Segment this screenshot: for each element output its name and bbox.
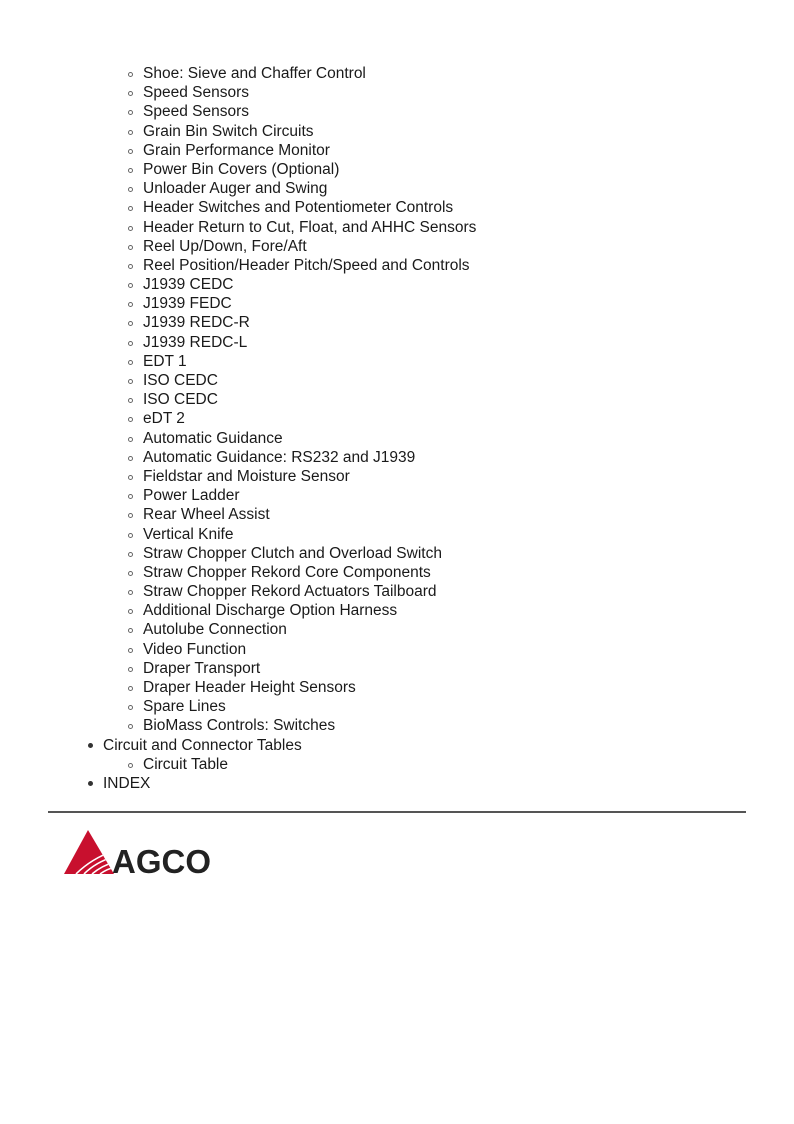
- toc-item-circuit-tables[interactable]: [0, 736, 794, 755]
- toc-sub-item-label: Speed Sensors: [143, 103, 249, 121]
- bullet-circle-icon: [128, 533, 133, 538]
- sub-list-circuit-tables: [0, 755, 794, 774]
- toc-sub-item[interactable]: [0, 429, 794, 448]
- bullet-circle-icon: [128, 149, 133, 154]
- bullet-circle-icon: [128, 628, 133, 633]
- toc-sub-item[interactable]: [0, 409, 794, 428]
- toc-sub-item[interactable]: [0, 678, 794, 697]
- toc-sub-item-label: J1939 REDC-R: [143, 314, 250, 332]
- toc-sub-item-label: Rear Wheel Assist: [143, 506, 270, 524]
- bullet-circle-icon: [128, 705, 133, 710]
- bullet-circle-icon: [128, 648, 133, 653]
- toc-sub-item[interactable]: [0, 755, 794, 774]
- bullet-circle-icon: [128, 302, 133, 307]
- toc-sub-item-label: Straw Chopper Rekord Actuators Tailboard: [143, 583, 437, 601]
- toc-sub-item-label: Unloader Auger and Swing: [143, 180, 328, 198]
- toc-item-index[interactable]: [0, 774, 794, 793]
- toc-sub-item[interactable]: [0, 640, 794, 659]
- bullet-circle-icon: [128, 475, 133, 480]
- toc-sub-item-label: J1939 REDC-L: [143, 333, 248, 351]
- sub-list-chapters: [0, 64, 794, 736]
- toc-sub-item[interactable]: [0, 620, 794, 639]
- toc-sub-item-label: Power Bin Covers (Optional): [143, 160, 340, 178]
- toc-sub-item-label: Draper Transport: [143, 659, 261, 677]
- toc-sub-item-label: Video Function: [143, 640, 247, 658]
- toc-sub-item[interactable]: [0, 467, 794, 486]
- toc-sub-item-label: Reel Up/Down, Fore/Aft: [143, 237, 307, 255]
- bullet-circle-icon: [128, 283, 133, 288]
- bullet-circle-icon: [128, 245, 133, 250]
- toc-sub-item-label: EDT 1: [143, 352, 187, 370]
- agco-logo-mark: [62, 828, 242, 878]
- bullet-circle-icon: [128, 321, 133, 326]
- toc-sub-item-label: Power Ladder: [143, 487, 240, 505]
- toc-sub-item-label: ISO CEDC: [143, 372, 218, 389]
- bullet-circle-icon: [128, 341, 133, 346]
- toc-sub-item[interactable]: [0, 525, 794, 544]
- toc-sub-item[interactable]: [0, 218, 794, 237]
- toc-sub-item[interactable]: [0, 582, 794, 601]
- toc-sub-item-label: Straw Chopper Rekord Core Components: [143, 563, 431, 581]
- toc-sub-item-label: Autolube Connection: [143, 621, 287, 639]
- agco-logo: [62, 828, 242, 878]
- toc-sub-item-label: Circuit Table: [143, 755, 229, 773]
- bullet-circle-icon: [128, 571, 133, 576]
- table-of-contents: [0, 64, 794, 793]
- toc-sub-item[interactable]: [0, 294, 794, 313]
- bullet-circle-icon: [128, 437, 133, 442]
- bullet-circle-icon: [128, 72, 133, 77]
- toc-item-label: Circuit and Connector Tables: [103, 736, 302, 754]
- bullet-dot-icon: [88, 781, 93, 786]
- toc-sub-item[interactable]: [0, 601, 794, 620]
- toc-sub-item-label: Draper Header Height Sensors: [143, 679, 356, 696]
- toc-sub-item-label: Automatic Guidance: RS232 and J1939: [143, 448, 416, 466]
- bullet-circle-icon: [128, 110, 133, 115]
- bullet-circle-icon: [128, 667, 133, 672]
- toc-sub-item[interactable]: [0, 83, 794, 102]
- toc-sub-item-label: Automatic Guidance: [143, 429, 283, 447]
- toc-sub-item[interactable]: [0, 659, 794, 678]
- toc-sub-item[interactable]: [0, 198, 794, 217]
- toc-sub-item-label: Reel Position/Header Pitch/Speed and Controls: [143, 256, 470, 274]
- bullet-circle-icon: [128, 206, 133, 211]
- toc-item-label: INDEX: [103, 774, 151, 792]
- toc-sub-item[interactable]: [0, 371, 794, 390]
- toc-sub-item[interactable]: [0, 352, 794, 371]
- toc-sub-item-label: Grain Performance Monitor: [143, 141, 330, 159]
- toc-sub-item[interactable]: [0, 141, 794, 160]
- toc-sub-item[interactable]: [0, 563, 794, 582]
- bullet-circle-icon: [128, 763, 133, 768]
- bullet-circle-icon: [128, 360, 133, 365]
- toc-sub-item[interactable]: [0, 160, 794, 179]
- toc-sub-item-label: BioMass Controls: Switches: [143, 717, 336, 735]
- toc-sub-item-label: Additional Discharge Option Harness: [143, 602, 398, 620]
- toc-sub-item[interactable]: [0, 486, 794, 505]
- bullet-circle-icon: [128, 168, 133, 173]
- bullet-circle-icon: [128, 379, 133, 384]
- toc-sub-item[interactable]: [0, 275, 794, 294]
- footer-divider: [48, 811, 746, 813]
- toc-sub-item-label: Spare Lines: [143, 698, 226, 716]
- toc-sub-item[interactable]: [0, 64, 794, 83]
- toc-sub-item[interactable]: [0, 716, 794, 735]
- bullet-circle-icon: [128, 609, 133, 614]
- toc-sub-item[interactable]: [0, 544, 794, 563]
- toc-sub-item-label: J1939 CEDC: [143, 276, 234, 294]
- toc-sub-item-label: ISO CEDC: [143, 391, 218, 409]
- toc-sub-item[interactable]: [0, 102, 794, 121]
- bullet-circle-icon: [128, 494, 133, 499]
- toc-sub-item[interactable]: [0, 313, 794, 332]
- toc-sub-item-label: Speed Sensors: [143, 84, 249, 102]
- toc-sub-item-label: eDT 2: [143, 410, 185, 428]
- bullet-circle-icon: [128, 590, 133, 595]
- toc-sub-item-label: Fieldstar and Moisture Sensor: [143, 467, 350, 485]
- toc-sub-item-label: Grain Bin Switch Circuits: [143, 122, 314, 140]
- toc-sub-item[interactable]: [0, 122, 794, 141]
- bullet-circle-icon: [128, 264, 133, 269]
- toc-sub-item[interactable]: [0, 256, 794, 275]
- toc-sub-item-label: Shoe: Sieve and Chaffer Control: [143, 65, 366, 82]
- toc-sub-item[interactable]: [0, 179, 794, 198]
- toc-sub-item-label: Vertical Knife: [143, 525, 234, 543]
- toc-sub-item[interactable]: [0, 237, 794, 256]
- bullet-circle-icon: [128, 513, 133, 518]
- bullet-circle-icon: [128, 686, 133, 691]
- bullet-circle-icon: [128, 552, 133, 557]
- toc-sub-item-label: Header Switches and Potentiometer Controls: [143, 199, 454, 217]
- bullet-circle-icon: [128, 724, 133, 729]
- bullet-circle-icon: [128, 91, 133, 96]
- bullet-dot-icon: [88, 743, 93, 748]
- toc-sub-item-label: Straw Chopper Clutch and Overload Switch: [143, 544, 442, 562]
- bullet-circle-icon: [128, 226, 133, 231]
- toc-sub-item[interactable]: [0, 390, 794, 409]
- toc-sub-item-label: Header Return to Cut, Float, and AHHC Sensors: [143, 218, 477, 236]
- bullet-circle-icon: [128, 417, 133, 422]
- bullet-circle-icon: [128, 187, 133, 192]
- bullet-circle-icon: [128, 130, 133, 135]
- bullet-circle-icon: [128, 456, 133, 461]
- toc-sub-item[interactable]: [0, 448, 794, 467]
- toc-sub-item[interactable]: [0, 697, 794, 716]
- logo-text: AGCO: [112, 843, 211, 878]
- toc-sub-item[interactable]: [0, 333, 794, 352]
- toc-sub-item[interactable]: [0, 505, 794, 524]
- toc-sub-item-label: J1939 FEDC: [143, 295, 232, 313]
- bullet-circle-icon: [128, 398, 133, 403]
